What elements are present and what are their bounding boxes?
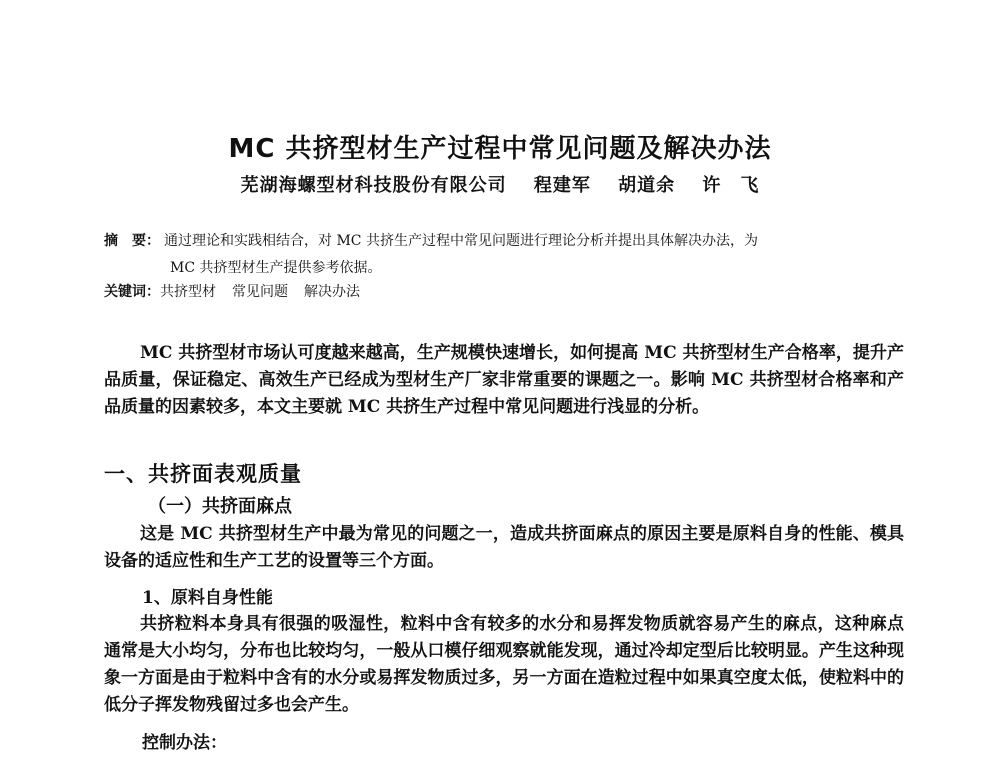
subsection-heading: （一）共挤面麻点 <box>148 496 292 517</box>
keywords-block <box>104 281 904 301</box>
author-name: 胡道余 <box>618 175 676 196</box>
abstract-block <box>104 228 904 282</box>
paper-title: MC 共挤型材生产过程中常见问题及解决办法 <box>228 134 772 164</box>
abstract-text-line2: MC 共挤型材生产提供参考依据。 <box>170 260 382 276</box>
section-heading: 一、共挤面表观质量 <box>104 462 302 486</box>
author-organization: 芜湖海螺型材科技股份有限公司 <box>240 175 507 196</box>
author-name: 程建军 <box>533 175 591 196</box>
abstract-label: 摘 要： <box>104 233 160 249</box>
keyword: 解决办法 <box>304 284 360 300</box>
keywords-label: 关键词： <box>104 284 160 300</box>
intro-paragraph: MC 共挤型材市场认可度越来越高，生产规模快速增长，如何提高 MC 共挤型材生产合格率，提升产品质量，保证稳定、高效生产已经成为型材生产厂家非常重要的课题之一。影响 MC 共挤型材合格率和产品质量的因素较多，本文主要就 MC 共挤生产过程中常见问题进行浅显的分析。 <box>104 343 904 417</box>
control-method-heading: 控制办法： <box>142 733 227 753</box>
keyword: 常见问题 <box>232 284 288 300</box>
abstract-text-line1: 通过理论和实践相结合，对 MC 共挤生产过程中常见问题进行理论分析并提出具体解决办法，为 <box>164 233 758 249</box>
author-line <box>0 171 1000 197</box>
item-heading: 1、原料自身性能 <box>142 588 273 608</box>
body-paragraph: 这是 MC 共挤型材生产中最为常见的问题之一，造成共挤面麻点的原因主要是原料自身的性能、模具设备的适应性和生产工艺的设置等三个方面。 <box>104 524 904 571</box>
keyword: 共挤型材 <box>160 284 216 300</box>
author-name: 许 飞 <box>702 175 760 196</box>
body-paragraph: 共挤粒料本身具有很强的吸湿性，粒料中含有较多的水分和易挥发物质就容易产生的麻点，这种麻点通常是大小均匀，分布也比较均匀，一般从口模仔细观察就能发现，通过冷却定型后比较明显。产生这种现象一方面是由于粒料中含有的水分或易挥发物质过多，另一方面在造粒过程中如果真空度太低，使粒料中的低分子挥发物残留过多也会产生。 <box>104 614 904 715</box>
